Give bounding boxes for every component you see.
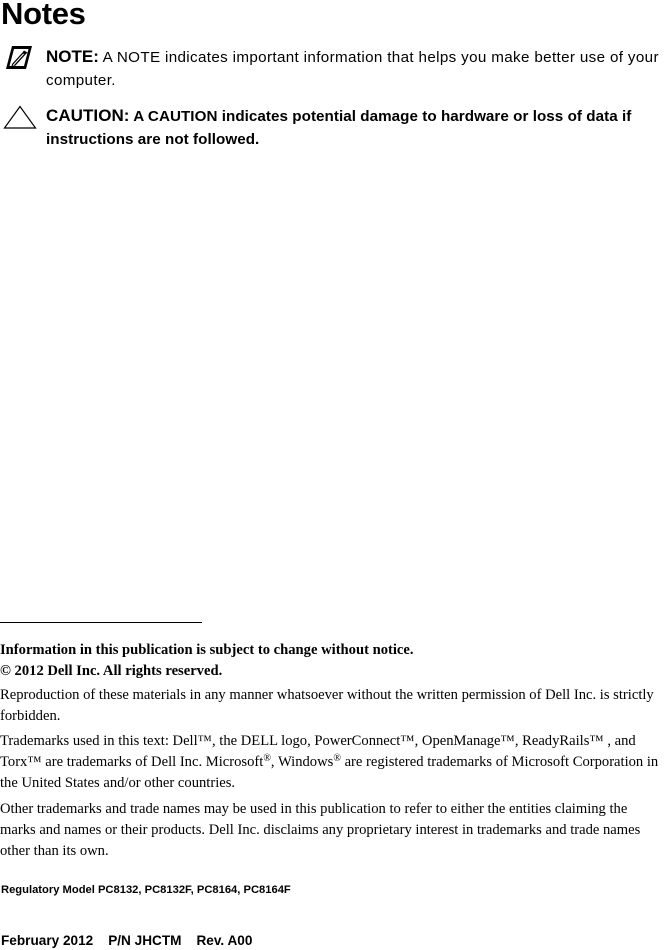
other-trademarks-notice: Other trademarks and trade names may be used in this publication to refer to either the entities claiming the marks and names or their products. Dell Inc. disclaims any proprietary interest in trademarks and trade names other than its own. xyxy=(0,801,641,859)
note-block xyxy=(46,45,661,92)
note-text: A NOTE indicates important information that helps you make better use of your computer. xyxy=(46,49,659,89)
trademarks-text-1: Trademarks used in this text: Dell™, the DELL logo, PowerConnect™, OpenManage™, ReadyRails™ , and Torx™ are trademarks of Dell Inc. Microsoft xyxy=(0,733,636,770)
regulatory-model: Regulatory Model PC8132, PC8132F, PC8164, PC8164F xyxy=(1,884,291,896)
revision: Rev. A00 xyxy=(196,933,253,948)
legal-notice xyxy=(0,640,665,682)
footnote-separator xyxy=(0,622,202,623)
caution-label: CAUTION: xyxy=(46,106,130,125)
warning-triangle-icon xyxy=(3,105,37,129)
reproduction-notice: Reproduction of these materials in any manner whatsoever without the written permission of Dell Inc. is strictly forbidden. xyxy=(0,687,654,724)
pencil-note-icon xyxy=(3,45,33,70)
trademarks-text-3: are registered trademarks of Microsoft Corporation in the United States and/or other countries. xyxy=(0,754,659,791)
caution-block xyxy=(46,104,664,151)
copyright-notice: © 2012 Dell Inc. All rights reserved. xyxy=(0,663,223,679)
change-notice: Information in this publication is subject to change without notice. xyxy=(0,642,414,658)
trademarks-notice xyxy=(0,731,665,794)
page-title: Notes xyxy=(1,0,86,31)
registered-mark-windows: ® xyxy=(333,753,341,764)
part-number: P/N JHCTM xyxy=(108,933,182,948)
note-label: NOTE: xyxy=(46,47,99,66)
caution-text: A CAUTION indicates potential damage to hardware or loss of data if instructions are not followed. xyxy=(46,108,632,148)
publication-date: February 2012 xyxy=(1,933,94,948)
trademarks-text-2: , Windows xyxy=(270,754,334,770)
registered-mark-microsoft: ® xyxy=(263,753,271,764)
document-footer xyxy=(1,932,252,950)
